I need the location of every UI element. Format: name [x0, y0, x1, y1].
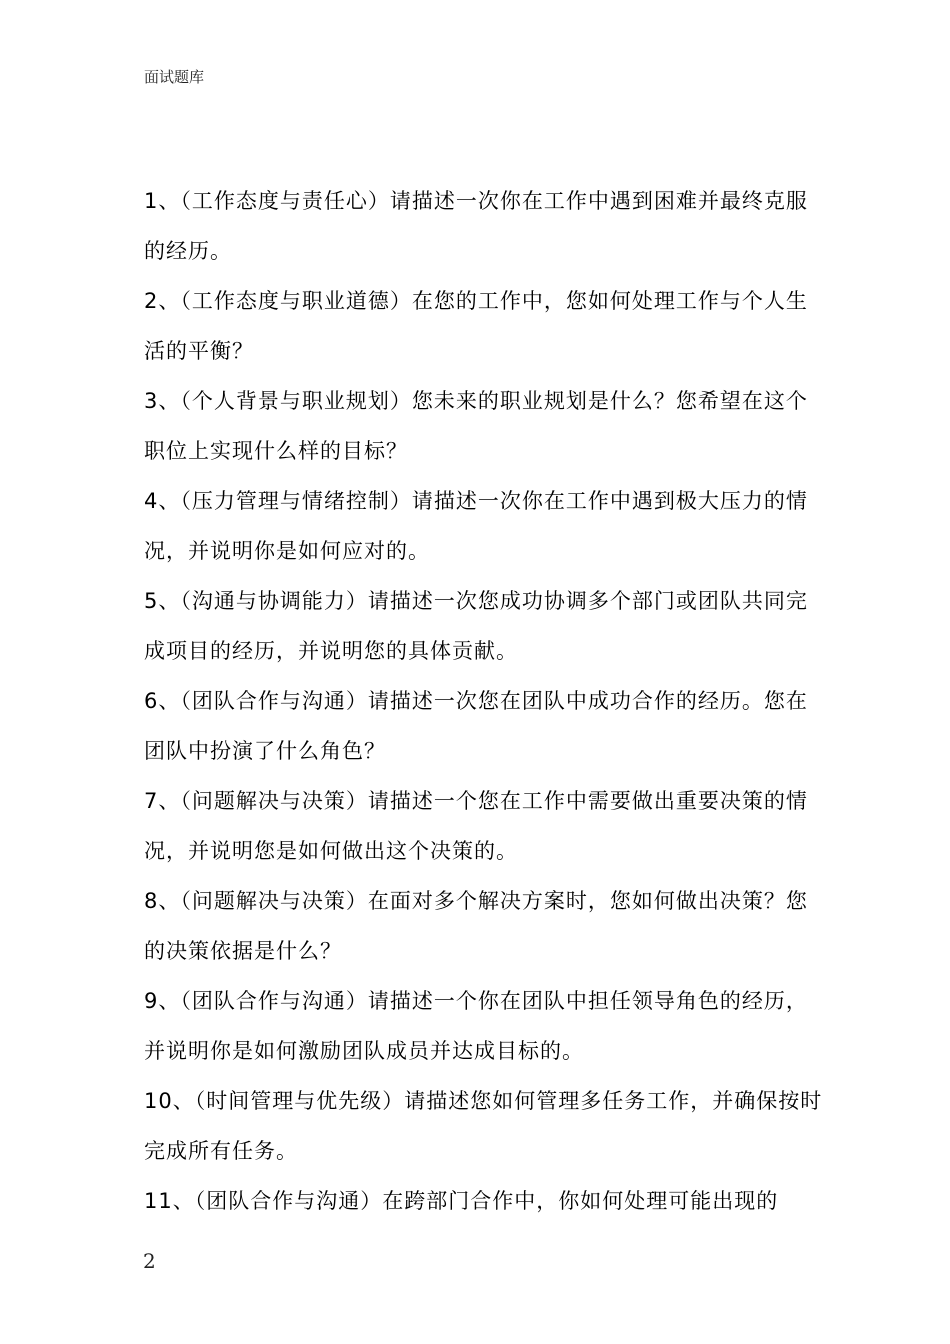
question-item: 2、（工作态度与职业道德）在您的工作中，您如何处理工作与个人生活的平衡？ — [144, 289, 808, 363]
question-item: 5、（沟通与协调能力）请描述一次您成功协调多个部门或团队共同完成项目的经历，并说明您的具体贡献。 — [144, 589, 808, 663]
page-header-title: 面试题库 — [144, 68, 205, 86]
question-list — [144, 176, 824, 1226]
question-item: 6、（团队合作与沟通）请描述一次您在团队中成功合作的经历。您在团队中扮演了什么角色？ — [144, 689, 808, 763]
question-item: 1、（工作态度与责任心）请描述一次你在工作中遇到困难并最终克服的经历。 — [144, 189, 808, 263]
question-item: 11、（团队合作与沟通）在跨部门合作中，你如何处理可能出现的 — [144, 1189, 779, 1213]
page-number: 2 — [143, 1249, 156, 1273]
question-item: 8、（问题解决与决策）在面对多个解决方案时，您如何做出决策？您的决策依据是什么？ — [144, 889, 808, 963]
question-item: 3、（个人背景与职业规划）您未来的职业规划是什么？您希望在这个职位上实现什么样的目标？ — [144, 389, 808, 463]
question-item: 7、（问题解决与决策）请描述一个您在工作中需要做出重要决策的情况，并说明您是如何做出这个决策的。 — [144, 789, 808, 863]
question-item: 9、（团队合作与沟通）请描述一个你在团队中担任领导角色的经历，并说明你是如何激励团队成员并达成目标的。 — [144, 989, 808, 1063]
question-item: 10、（时间管理与优先级）请描述您如何管理多任务工作，并确保按时完成所有任务。 — [144, 1089, 823, 1163]
question-item: 4、（压力管理与情绪控制）请描述一次你在工作中遇到极大压力的情况，并说明你是如何应对的。 — [144, 489, 808, 563]
